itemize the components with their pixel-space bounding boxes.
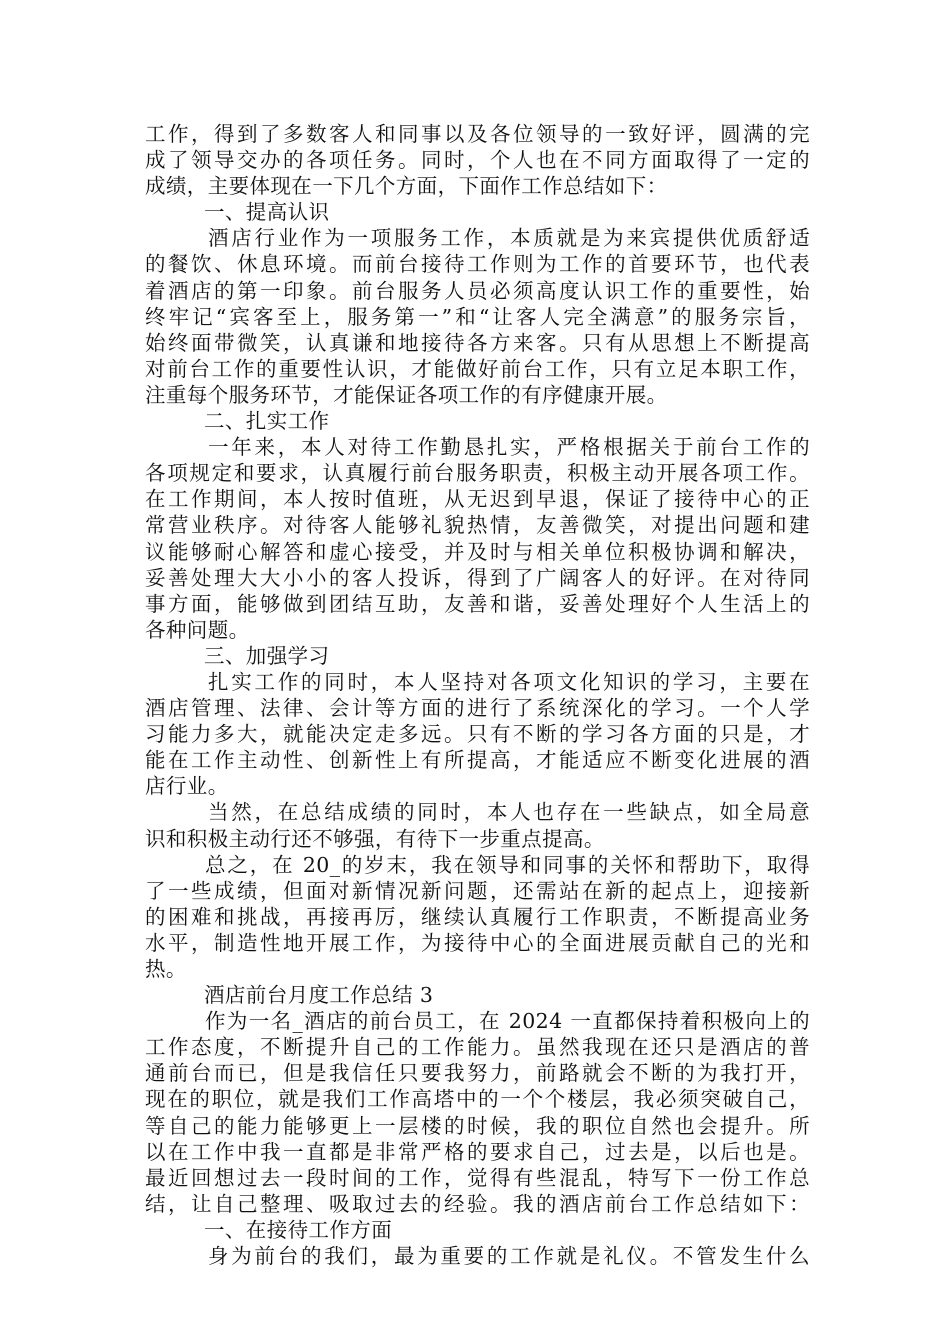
section-heading: 二、扎实工作 bbox=[204, 409, 330, 434]
body-text-line: 着酒店的第一印象。前台服务人员必须高度认识工作的重要性，始 bbox=[145, 278, 810, 303]
body-text-line: 对前台工作的重要性认识，才能做好前台工作，只有立足本职工作， bbox=[145, 356, 810, 381]
section-heading: 酒店前台月度工作总结 3 bbox=[204, 983, 434, 1008]
body-text-line: 结，让自己整理、吸取过去的经验。我的酒店前台工作总结如下： bbox=[145, 1191, 810, 1216]
body-text-line: 当然，在总结成绩的同时，本人也存在一些缺点，如全局意 bbox=[208, 800, 810, 825]
document-page bbox=[145, 121, 810, 1269]
body-text-line: 水平，制造性地开展工作，为接待中心的全面进展贡献自己的光和 bbox=[145, 930, 810, 955]
body-text-line: 以在工作中我一直都是非常严格的要求自己，过去是，以后也是。 bbox=[145, 1139, 810, 1164]
body-text-line: 在工作期间，本人按时值班，从无迟到早退，保证了接待中心的正 bbox=[145, 487, 810, 512]
body-text-line: 的餐饮、休息环境。而前台接待工作则为工作的首要环节，也代表 bbox=[145, 252, 810, 277]
body-text-line: 最近回想过去一段时间的工作，觉得有些混乱，特写下一份工作总 bbox=[145, 1165, 810, 1190]
body-text-line: 妥善处理大大小小的客人投诉，得到了广阔客人的好评。在对待同 bbox=[145, 565, 810, 590]
body-text-line: 终牢记“宾客至上，服务第一”和“让客人完全满意”的服务宗旨， bbox=[145, 304, 810, 329]
body-text-line: 酒店行业作为一项服务工作，本质就是为来宾提供优质舒适 bbox=[208, 226, 810, 251]
body-text-line: 议能够耐心解答和虚心接受，并及时与相关单位积极协调和解决， bbox=[145, 539, 810, 564]
body-text-line: 习能力多大，就能决定走多远。只有不断的学习各方面的只是，才 bbox=[145, 722, 810, 747]
body-text-line: 识和积极主动行还不够强，有待下一步重点提高。 bbox=[145, 826, 605, 851]
section-heading: 一、在接待工作方面 bbox=[204, 1217, 393, 1242]
body-text-line: 成了领导交办的各项任务。同时，个人也在不同方面取得了一定的 bbox=[145, 148, 810, 173]
body-text-line: 始终面带微笑，认真谦和地接待各方来客。只有从思想上不断提高 bbox=[145, 330, 810, 355]
body-text-line: 总之，在 20_的岁末，我在领导和同事的关怀和帮助下，取得 bbox=[205, 852, 810, 877]
section-heading: 三、加强学习 bbox=[204, 643, 330, 668]
body-text-line: 店行业。 bbox=[145, 774, 229, 799]
body-text-line: 各种问题。 bbox=[145, 617, 250, 642]
body-text-line: 扎实工作的同时，本人坚持对各项文化知识的学习，主要在 bbox=[208, 669, 810, 694]
body-text-line: 的困难和挑战，再接再厉，继续认真履行工作职责，不断提高业务 bbox=[145, 904, 810, 929]
body-text-line: 等自己的能力能够更上一层楼的时候，我的职位自然也会提升。所 bbox=[145, 1113, 810, 1138]
body-text-line: 工作态度，不断提升自己的工作能力。虽然我现在还只是酒店的普 bbox=[145, 1035, 810, 1060]
body-text-line: 酒店管理、法律、会计等方面的进行了系统深化的学习。一个人学 bbox=[145, 696, 810, 721]
body-text-line: 事方面，能够做到团结互助，友善和谐，妥善处理好个人生活上的 bbox=[145, 591, 810, 616]
body-text-line: 通前台而已，但是我信任只要我努力，前路就会不断的为我打开， bbox=[145, 1061, 810, 1086]
section-heading: 一、提高认识 bbox=[204, 200, 330, 225]
body-text-line: 工作，得到了多数客人和同事以及各位领导的一致好评，圆满的完 bbox=[145, 122, 810, 146]
body-text-line: 各项规定和要求，认真履行前台服务职责，积极主动开展各项工作。 bbox=[145, 461, 810, 486]
body-text-line: 能在工作主动性、创新性上有所提高，才能适应不断变化进展的酒 bbox=[145, 748, 810, 773]
body-text-line: 注重每个服务环节，才能保证各项工作的有序健康开展。 bbox=[145, 382, 668, 407]
body-text-line: 身为前台的我们，最为重要的工作就是礼仪。不管发生什么 bbox=[208, 1244, 810, 1269]
body-text-line: 现在的职位，就是我们工作高塔中的一个个楼层，我必须突破自己， bbox=[145, 1087, 810, 1112]
body-text-line: 成绩，主要体现在一下几个方面，下面作工作总结如下： bbox=[145, 174, 668, 199]
body-text-line: 热。 bbox=[145, 957, 187, 981]
body-text-line: 一年来，本人对待工作勤恳扎实，严格根据关于前台工作的 bbox=[208, 435, 810, 460]
body-text-line: 常营业秩序。对待客人能够礼貌热情，友善微笑，对提出问题和建 bbox=[145, 513, 810, 538]
body-text-line: 作为一名_酒店的前台员工，在 2024 一直都保持着积极向上的 bbox=[205, 1009, 810, 1034]
body-text-line: 了一些成绩，但面对新情况新问题，还需站在新的起点上，迎接新 bbox=[145, 878, 810, 903]
